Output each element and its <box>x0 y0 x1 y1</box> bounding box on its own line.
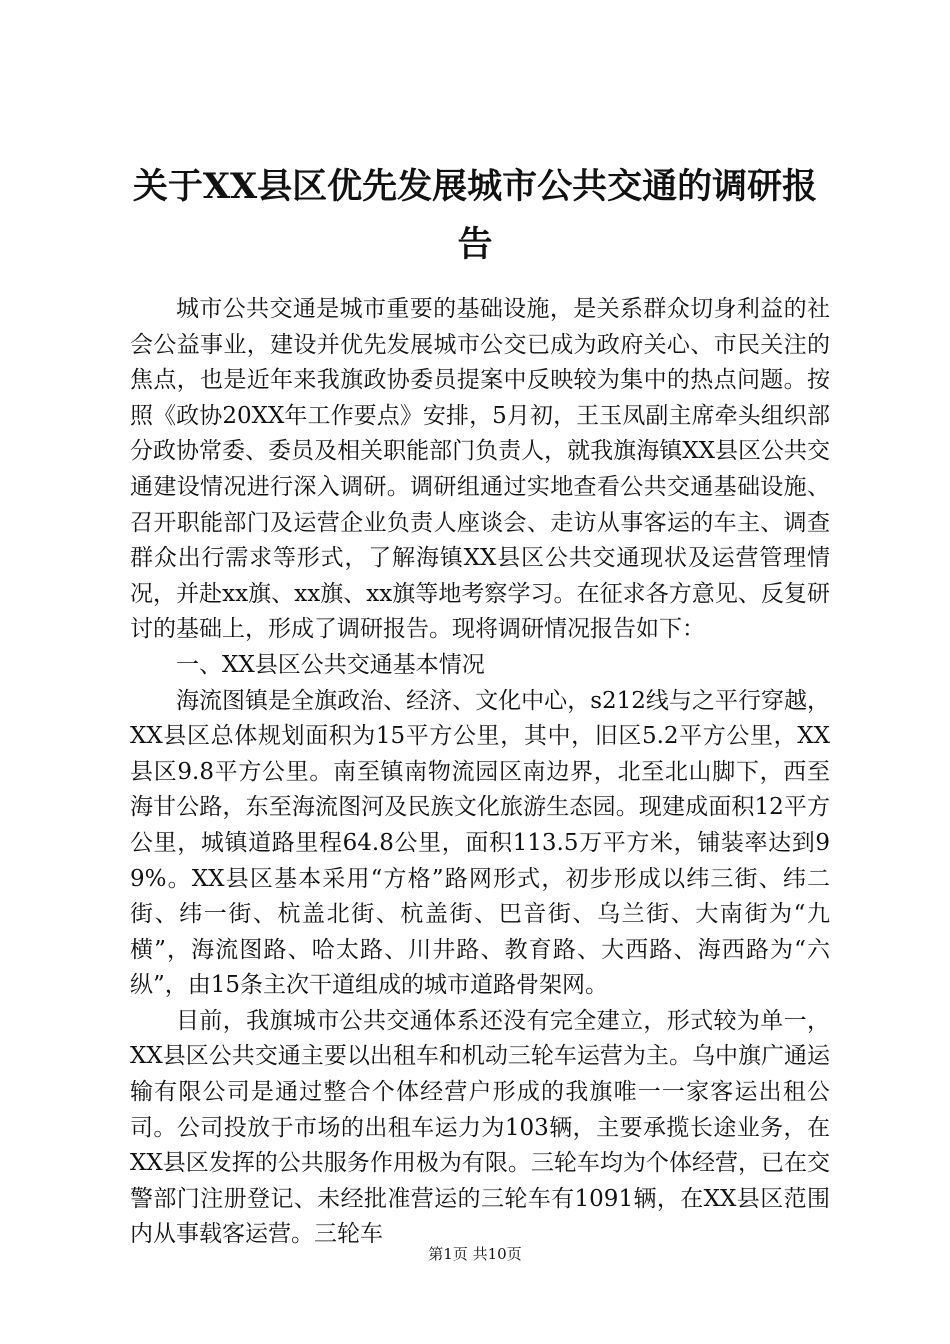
document-title: 关于XX县区优先发展城市公共交通的调研报告 <box>132 166 818 265</box>
paragraph-intro: 城市公共交通是城市重要的基础设施，是关系群众切身利益的社会公益事业，建设并优先发展城市公交已成为政府关心、市民关注的焦点，也是近年来我旗政协委员提案中反映较为集中的热点问题。按照《政协20XX年工作要点》安排，5月初，王玉凤副主席牵头组织部分政协常委、委员及相关职能部门负责人，就我旗海镇XX县区公共交通建设情况进行深入调研。调研组通过实地查看公共交通基础设施、召开职能部门及运营企业负责人座谈会、走访从事客运的车主、调查群众出行需求等形式，了解海镇XX县区公共交通现状及运营管理情况，并赴xx旗、xx旗、xx旗等地考察学习。在征求各方意见、反复研讨的基础上，形成了调研报告。现将调研情况报告如下： <box>130 296 830 643</box>
paragraph-current-status: 目前，我旗城市公共交通体系还没有完全建立，形式较为单一，XX县区公共交通主要以出租车和机动三轮车运营为主。乌中旗广通运输有限公司是通过整合个体经营户形成的我旗唯一一家客运出租公司。公司投放于市场的出租车运力为103辆，主要承揽长途业务，在XX县区发挥的公共服务作用极为有限。三轮车均为个体经营，已在交警部门注册登记、未经批准营运的三轮车有1091辆，在XX县区范围内从事载客运营。三轮车 <box>130 1007 830 1248</box>
page-footer: 第1页 共10页 <box>428 1245 522 1263</box>
document-body <box>130 292 830 1253</box>
section-heading: 一、XX县区公共交通基本情况 <box>176 651 485 678</box>
paragraph-town-overview: 海流图镇是全旗政治、经济、文化中心，s212线与之平行穿越，XX县区总体规划面积为15平方公里，其中，旧区5.2平方公里，XX县区9.8平方公里。南至镇南物流园区南边界，北至北山脚下，西至海甘公路，东至海流图河及民族文化旅游生态园。现建成面积12平方公里，城镇道路里程64.8公里，面积113.5万平方米，铺装率达到99%。XX县区基本采用“方格”路网形式，初步形成以纬三街、纬二街、纬一街、杭盖北街、杭盖街、巴音街、乌兰街、大南街为“九横”，海流图路、哈太路、川井路、教育路、大西路、海西路为“六纵”，由15条主次干道组成的城市道路骨架网。 <box>130 687 830 999</box>
